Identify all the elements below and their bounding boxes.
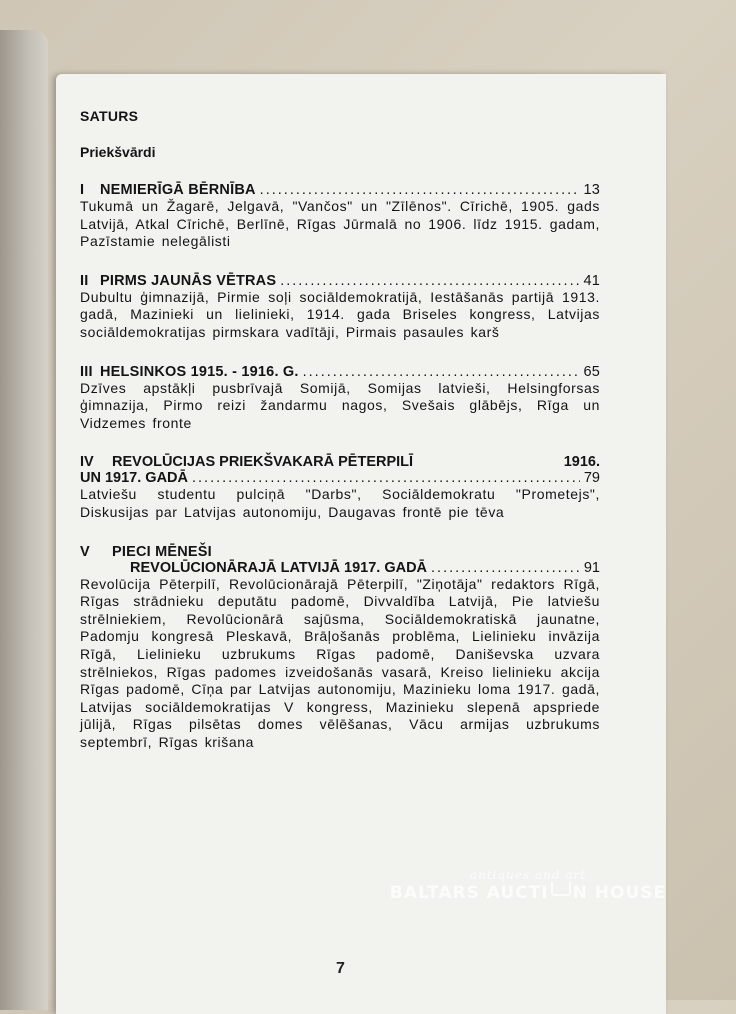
leader-dots xyxy=(431,560,580,576)
chapter-page: 13 xyxy=(583,182,600,198)
chapter-description: Revolūcija Pēterpilī, Revolūcionārajā Pēterpilī, "Ziņotāja" redaktors Rīgā, Rīgas strādnieku deputātu padomē, Divvaldība Latvijā, Pie latviešu strēlniekiem, Revolūcionārā sajūsma, Sociāldemokratiskā jaunatne, Padomju kongresā Pleskavā, Brāļošanās problēma, Lielinieku invāzija Rīgā, Lielinieku uzbrukums Rīgas padomē, Daniševska uzvara strēlniekos, Rīgas padomes izveidošanās vasarā, Kreiso lielinieku akcija Rīgas padomē, Cīņa par Latvijas autonomiju, Mazinieku loma 1917. gadā, Latvijas sociāldemokratijas V kongress, Mazinieku slepenā apspriede jūlijā, Rīgas pilsētas domes vēlēšanas, Vācu armijas uzbrukums septembrī, Rīgas krišana xyxy=(80,575,600,750)
adjacent-page-edge xyxy=(0,30,48,1010)
table-of-contents xyxy=(80,102,600,751)
chapter-number: II xyxy=(80,272,89,289)
chapter-description: Dzīves apstākļi pusbrīvajā Somijā, Somijas latvieši, Helsingforsas ģimnazija, Pirmo reizi žandarmu nagos, Svešais glābējs, Rīga un Vidzemes fronte xyxy=(80,379,600,431)
toc-heading: SATURS xyxy=(80,108,139,124)
chapter-title: PIECI MĒNEŠI xyxy=(112,543,212,560)
chapter-number: V xyxy=(80,543,90,560)
chapter-title: HELSINKOS 1915. - 1916. G. xyxy=(100,363,299,380)
leader-dots xyxy=(280,273,579,289)
chapter-page: 65 xyxy=(583,363,600,380)
watermark-tagline: antiques and art xyxy=(469,868,587,882)
chapter-description: Latviešu studentu pulciņā "Darbs", Sociāldemokratu "Prometejs", Diskusijas par Latvijas autonomiju, Daugavas frontē pie tēva xyxy=(80,486,600,520)
chapter-3 xyxy=(80,364,600,433)
chapter-title: PIRMS JAUNĀS VĒTRAS xyxy=(100,272,277,289)
chapter-description: Tukumā un Žagarē, Jelgavā, "Vančos" un "Zīlēnos". Cīrichē, 1905. gads Latvijā, Atkal Cīrichē, Berlīnē, Rīgas Jūrmalā no 1906. līdz 1915. gadam, Pazīstamie nelegālisti xyxy=(80,198,600,250)
chapter-page: 91 xyxy=(583,559,600,576)
chapter-number: I xyxy=(80,182,85,198)
chapter-title: REVOLŪCIJAS PRIEKŠVAKARĀ PĒTERPILĪ xyxy=(112,454,414,471)
chapter-title-line2: UN 1917. GADĀ xyxy=(80,470,188,487)
leader-dots xyxy=(260,182,580,198)
chapter-description: Dubultu ģimnazijā, Pirmie soļi sociāldemokratijā, Iestāšanās partijā 1913. gadā, Mazinieki un lielinieki, 1914. gada Briseles kongress, Latvijas sociāldemokratijas pirmskara vadītāji, Pirmais pasaules karš xyxy=(80,288,600,340)
chapter-page: 79 xyxy=(583,470,600,487)
chapter-1 xyxy=(80,182,600,251)
crown-icon xyxy=(551,882,571,896)
page-number: 7 xyxy=(336,960,345,977)
chapter-page: 41 xyxy=(583,272,600,289)
chapter-title-year: 1916. xyxy=(563,454,600,471)
chapter-5 xyxy=(80,544,600,752)
toc-preface: Priekšvārdi xyxy=(80,144,156,160)
chapter-4 xyxy=(80,454,600,521)
chapter-title-line2: REVOLŪCIONĀRAJĀ LATVIJĀ 1917. GADĀ xyxy=(130,559,428,576)
chapter-number: IV xyxy=(80,454,94,471)
auction-watermark xyxy=(378,868,678,903)
chapter-number: III xyxy=(80,363,93,380)
leader-dots xyxy=(303,364,580,380)
watermark-name-part1: BALTARS AUCTI xyxy=(389,883,549,903)
leader-dots xyxy=(192,470,580,486)
chapter-2 xyxy=(80,273,600,342)
watermark-name-part2: N HOUSE xyxy=(572,883,667,903)
chapter-title: NEMIERĪGĀ BĒRNĪBA xyxy=(100,182,256,198)
